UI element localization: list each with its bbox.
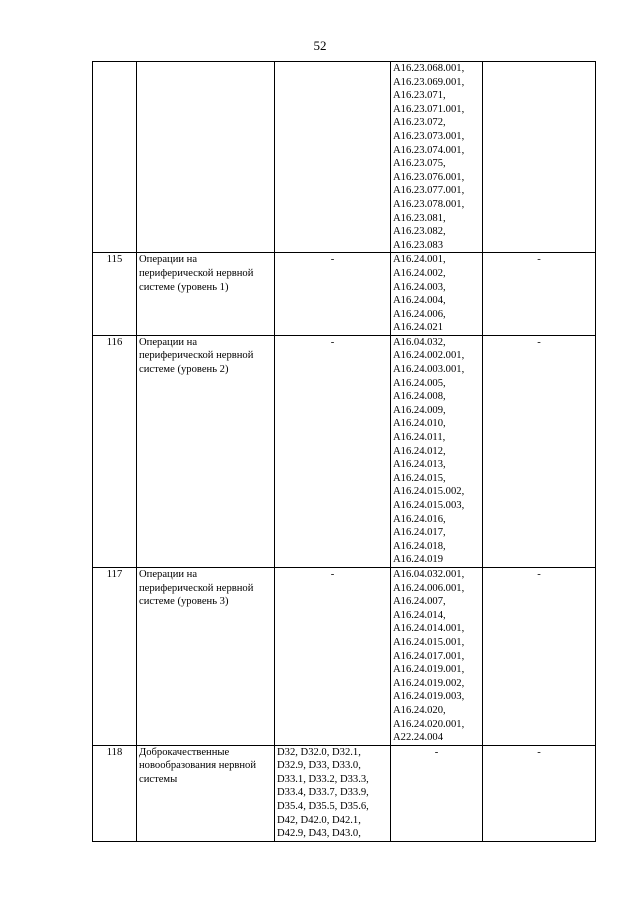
group-name-cell-line: Операции на bbox=[139, 336, 198, 348]
diagnosis-codes-cell bbox=[275, 335, 391, 567]
service-codes-cell bbox=[391, 62, 483, 253]
service-codes-cell bbox=[391, 335, 483, 567]
service-codes-cell-line: A16.23.068.001, bbox=[393, 63, 465, 74]
group-name-cell bbox=[137, 335, 275, 567]
group-name-cell-line: системе (уровень 1) bbox=[139, 281, 229, 293]
service-codes-cell-line: A16.24.017, bbox=[393, 527, 446, 539]
extra-criteria-cell bbox=[483, 62, 596, 253]
group-name-cell-line: системе (уровень 3) bbox=[139, 596, 229, 608]
service-codes-cell-line: A16.04.032, bbox=[393, 336, 446, 348]
group-name-cell-line: периферической нервной bbox=[139, 267, 254, 279]
service-codes-cell-line: A16.23.073.001, bbox=[393, 130, 465, 142]
service-codes-cell-line: - bbox=[434, 746, 439, 758]
extra-criteria-cell-line: - bbox=[537, 746, 541, 758]
service-codes-cell-line: A16.24.019.003, bbox=[393, 691, 465, 703]
group-name-cell-line: системе (уровень 2) bbox=[139, 364, 229, 376]
service-codes-cell-line: A16.23.083 bbox=[393, 239, 444, 251]
service-codes-cell-line: A16.23.082, bbox=[393, 226, 446, 238]
diagnosis-codes-cell-line: D42.9, D43, D43.0, bbox=[277, 828, 361, 840]
service-codes-cell-line: A16.24.020, bbox=[393, 704, 446, 716]
service-codes-cell-line: A16.24.004, bbox=[393, 295, 446, 307]
group-name-cell-line: периферической нервной bbox=[139, 350, 254, 362]
service-codes-cell-line: A16.24.011, bbox=[393, 432, 446, 444]
service-codes-cell-line: A16.24.013, bbox=[393, 459, 446, 471]
service-codes-cell-line: A16.24.019.001, bbox=[393, 664, 465, 676]
service-codes-cell bbox=[391, 567, 483, 745]
row-number-cell bbox=[93, 62, 137, 253]
group-name-cell bbox=[137, 253, 275, 336]
service-codes-cell-line: A16.24.014.001, bbox=[393, 623, 465, 635]
diagnosis-codes-cell-line: D32, D32.0, D32.1, bbox=[277, 746, 361, 758]
extra-criteria-cell bbox=[483, 567, 596, 745]
extra-criteria-cell-line: - bbox=[537, 568, 541, 580]
table-row bbox=[93, 253, 596, 336]
tariff-table bbox=[92, 61, 596, 842]
service-codes-cell-line: A16.24.010, bbox=[393, 418, 446, 430]
service-codes-cell-line: A16.23.071, bbox=[393, 90, 446, 102]
row-number: 116 bbox=[106, 336, 123, 348]
service-codes-cell-line: A16.24.001, bbox=[393, 254, 446, 266]
service-codes-cell-line: A16.23.078.001, bbox=[393, 198, 465, 210]
service-codes-cell-line: A16.24.015.002, bbox=[393, 486, 465, 498]
service-codes-cell-line: A16.23.075, bbox=[393, 158, 446, 170]
extra-criteria-cell bbox=[483, 253, 596, 336]
page-number: 52 bbox=[313, 38, 327, 53]
service-codes-cell-line: A16.23.071.001, bbox=[393, 103, 465, 115]
row-number-cell bbox=[93, 567, 137, 745]
service-codes-cell-line: A16.24.006, bbox=[393, 308, 446, 320]
diagnosis-codes-cell-line: D42, D42.0, D42.1, bbox=[277, 814, 361, 826]
diagnosis-codes-cell-line: D32.9, D33, D33.0, bbox=[277, 760, 361, 772]
service-codes-cell-line: A16.24.014, bbox=[393, 609, 446, 621]
row-number-cell bbox=[93, 253, 137, 336]
service-codes-cell-line: A16.24.003.001, bbox=[393, 364, 465, 376]
diagnosis-codes-cell-line: - bbox=[330, 336, 335, 348]
service-codes-cell-line: A16.24.007, bbox=[393, 596, 446, 608]
service-codes-cell-line: A16.24.005, bbox=[393, 377, 446, 389]
extra-criteria-cell-line: - bbox=[537, 336, 541, 348]
diagnosis-codes-cell-line: D35.4, D35.5, D35.6, bbox=[277, 801, 369, 813]
service-codes-cell-line: A16.23.072, bbox=[393, 117, 446, 129]
service-codes-cell-line: A16.24.012, bbox=[393, 445, 446, 457]
service-codes-cell-line: A16.24.002, bbox=[393, 267, 446, 279]
group-name-cell-line: периферической нервной bbox=[139, 582, 254, 594]
row-number: 118 bbox=[106, 746, 123, 758]
extra-criteria-cell-line: - bbox=[537, 254, 541, 266]
row-number-cell bbox=[93, 745, 137, 841]
table-row bbox=[93, 745, 596, 841]
group-name-cell-line: новообразования нервной bbox=[139, 760, 257, 772]
diagnosis-codes-cell-line: - bbox=[330, 568, 335, 580]
row-number: 117 bbox=[106, 568, 123, 580]
service-codes-cell-line: A22.24.004 bbox=[393, 732, 444, 744]
group-name-cell bbox=[137, 567, 275, 745]
diagnosis-codes-cell-line: - bbox=[330, 254, 335, 266]
service-codes-cell-line: A16.24.019.002, bbox=[393, 677, 465, 689]
table-row bbox=[93, 567, 596, 745]
extra-criteria-cell bbox=[483, 335, 596, 567]
service-codes-cell bbox=[391, 745, 483, 841]
service-codes-cell-line: A16.23.081, bbox=[393, 212, 446, 224]
group-name-cell-line: системы bbox=[139, 773, 178, 785]
row-number-cell bbox=[93, 335, 137, 567]
service-codes-cell-line: A16.24.017.001, bbox=[393, 650, 465, 662]
service-codes-cell-line: A16.24.019 bbox=[393, 554, 444, 566]
group-name-cell-line: Операции на bbox=[139, 254, 198, 266]
service-codes-cell-line: A16.24.003, bbox=[393, 281, 446, 293]
service-codes-cell-line: A16.24.002.001, bbox=[393, 350, 465, 362]
service-codes-cell-line: A16.24.008, bbox=[393, 391, 446, 403]
group-name-cell bbox=[137, 62, 275, 253]
extra-criteria-cell bbox=[483, 745, 596, 841]
service-codes-cell-line: A16.24.020.001, bbox=[393, 718, 465, 730]
table-row bbox=[93, 335, 596, 567]
service-codes-cell-line: A16.23.077.001, bbox=[393, 185, 465, 197]
service-codes-cell-line: A16.23.074.001, bbox=[393, 144, 465, 156]
service-codes-cell-line: A16.24.006.001, bbox=[393, 582, 465, 594]
diagnosis-codes-cell-line: D33.1, D33.2, D33.3, bbox=[277, 773, 369, 785]
service-codes-cell-line: A16.24.018, bbox=[393, 540, 446, 552]
service-codes-cell-line: A16.24.015.003, bbox=[393, 500, 465, 511]
table-row bbox=[93, 62, 596, 253]
diagnosis-codes-cell bbox=[275, 62, 391, 253]
service-codes-cell bbox=[391, 253, 483, 336]
service-codes-cell-line: A16.24.015, bbox=[393, 472, 446, 484]
service-codes-cell-line: A16.24.016, bbox=[393, 513, 446, 525]
service-codes-cell-line: A16.04.032.001, bbox=[393, 568, 465, 580]
service-codes-cell-line: A16.23.076.001, bbox=[393, 171, 465, 183]
group-name-cell bbox=[137, 745, 275, 841]
diagnosis-codes-cell bbox=[275, 567, 391, 745]
service-codes-cell-line: A16.24.015.001, bbox=[393, 636, 465, 648]
service-codes-cell-line: A16.23.069.001, bbox=[393, 76, 465, 88]
group-name-cell-line: Доброкачественные bbox=[139, 746, 230, 758]
diagnosis-codes-cell bbox=[275, 745, 391, 841]
group-name-cell-line: Операции на bbox=[139, 568, 198, 580]
service-codes-cell-line: A16.24.021 bbox=[393, 322, 444, 334]
row-number: 115 bbox=[106, 254, 123, 266]
service-codes-cell-line: A16.24.009, bbox=[393, 404, 446, 416]
diagnosis-codes-cell-line: D33.4, D33.7, D33.9, bbox=[277, 787, 369, 799]
diagnosis-codes-cell bbox=[275, 253, 391, 336]
